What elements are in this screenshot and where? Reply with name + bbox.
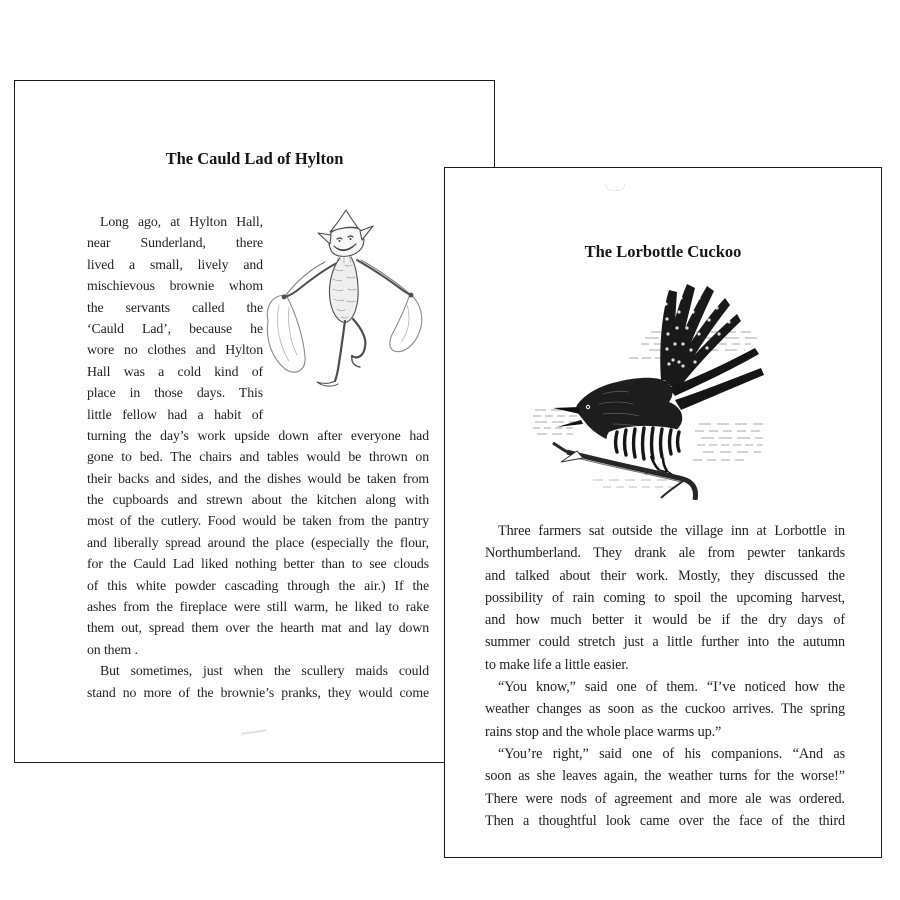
text-line: turning the day’s work upside down after everyone had xyxy=(87,427,429,443)
text-line: to make life a little easier. xyxy=(485,656,629,673)
story-text-right xyxy=(485,520,845,832)
text-line: stand no more of the brownie’s pranks, they would come xyxy=(87,684,429,700)
scan-smudge xyxy=(605,184,625,191)
text-line: ‘Cauld Lad’, because he xyxy=(87,320,263,336)
text-line: near Sunderland, there xyxy=(87,235,263,251)
scan-smudge xyxy=(241,729,267,735)
text-line: There were nods of agreement and more ale was ordered. xyxy=(485,790,845,807)
text-line: them out, spread them over the hearth mat and lay down xyxy=(87,620,429,636)
text-line: mischievous brownie whom xyxy=(87,278,263,294)
text-line: Northumberland. They drank ale from pewter tankards xyxy=(485,545,845,562)
text-line: Three farmers sat outside the village inn at Lorbottle in xyxy=(498,523,845,539)
text-line: ashes from the fireplace were still warm, he liked to rake xyxy=(87,599,429,615)
text-line: little fellow had a habit of xyxy=(87,406,263,422)
story-text-left xyxy=(87,211,429,703)
text-line: weather changes as soon as the cuckoo arrives. The spring xyxy=(485,701,845,718)
text-line: the servants called the xyxy=(87,299,263,315)
text-line: Long ago, at Hylton Hall, xyxy=(100,214,263,229)
text-line: But sometimes, just when the scullery maids could xyxy=(100,663,429,679)
text-line: “You know,” said one of them. “I’ve noticed how the xyxy=(498,679,845,696)
text-line: of this white powder cascading through the air.) If the xyxy=(87,577,429,593)
text-line: on them . xyxy=(87,641,138,657)
text-line: Then a thoughtful look came over the face of the third xyxy=(485,812,845,829)
story-title-left: The Cauld Lad of Hylton xyxy=(165,149,344,168)
cuckoo-bird-illustration xyxy=(533,274,767,500)
story-title-right: The Lorbottle Cuckoo xyxy=(584,242,742,261)
text-line: rains stop and the whole place warms up.” xyxy=(485,723,722,740)
book-page-right xyxy=(444,167,882,858)
text-line: “You’re right,” said one of his companions. “And as xyxy=(498,745,845,762)
text-line: lived a small, lively and xyxy=(87,256,263,272)
text-line: and how much better it would be if the dry days of xyxy=(485,612,845,629)
text-line: Hall was a cold kind of xyxy=(87,363,263,379)
text-line: gone to bed. The chairs and tables would be thrown on xyxy=(87,449,429,465)
text-line: possibility of rain coming to spoil the upcoming harvest, xyxy=(485,589,845,606)
text-line: soon as she leaves again, the weather turns for the worse!” xyxy=(485,768,845,785)
text-line: the cupboards and strewn about the kitchen along with xyxy=(87,492,429,508)
text-line: place in those days. This xyxy=(87,385,263,401)
text-line: wore no clothes and Hylton xyxy=(87,342,263,358)
text-line: and liberally spread around the place (especially the flour, xyxy=(87,534,429,550)
text-line: summer could stretch just a little further into the autumn xyxy=(485,634,845,651)
text-line: their backs and sides, and the dishes would be taken from xyxy=(87,470,429,486)
text-line: for the Cauld Lad liked nothing better than to see clouds xyxy=(87,556,429,572)
text-line: most of the cutlery. Food would be taken from the pantry xyxy=(87,513,429,529)
book-page-left xyxy=(14,80,495,763)
text-line: and talked about their work. Mostly, they discussed the xyxy=(485,567,845,584)
